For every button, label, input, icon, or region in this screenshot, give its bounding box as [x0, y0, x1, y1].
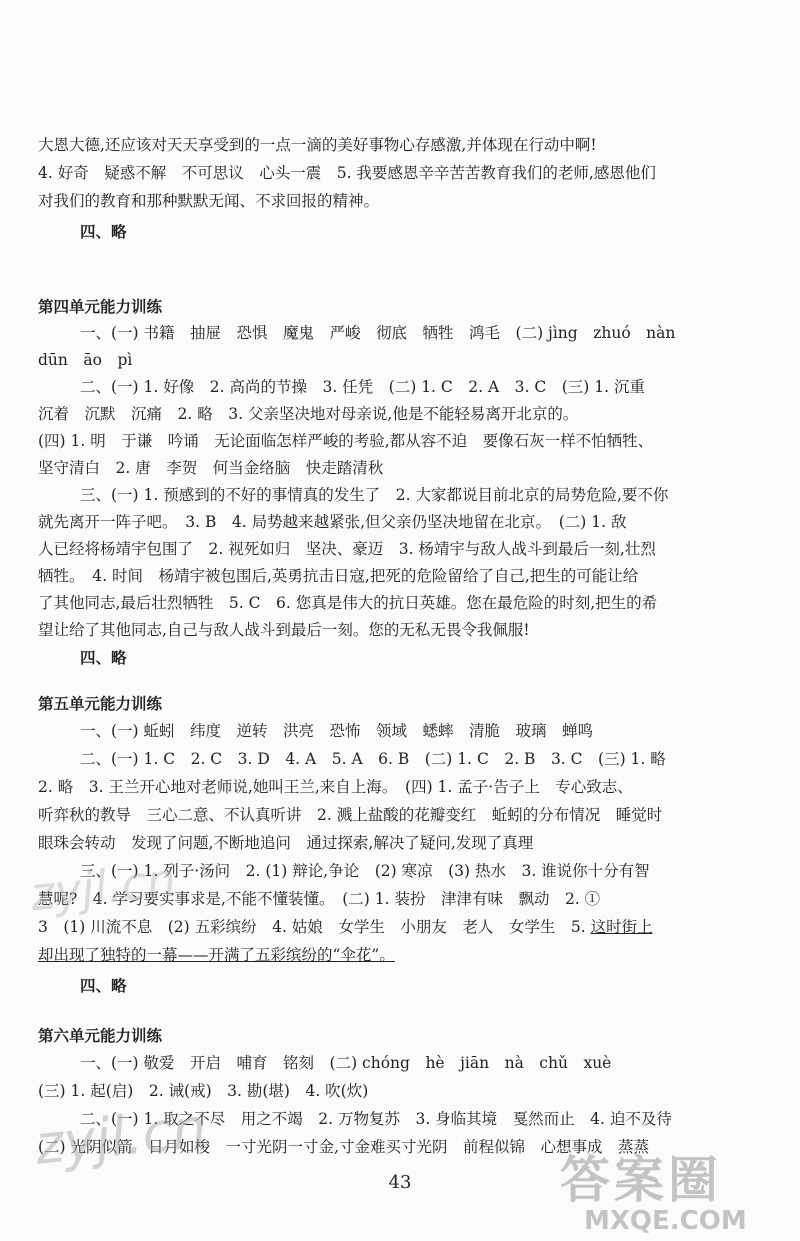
text-line: 一、(一) 蚯蚓 纬度 逆转 洪亮 恐怖 领域 蟋蟀 清脆 玻璃 蝉鸣 [80, 722, 594, 740]
unit-title: 第六单元能力训练 [38, 1026, 163, 1045]
watermark-stamp [560, 1140, 780, 1236]
text-line: 听弈秋的教导 三心二意、不认真听讲 2. 溅上盐酸的花瓣变红 蚯蚓的分布情况 睡觉时 [38, 806, 663, 824]
watermark-logo: zyjl.cn [32, 1096, 210, 1177]
text-line: 沉着 沉默 沉痛 2. 略 3. 父亲坚决地对母亲说,他是不能轻易离开北京的。 [38, 405, 579, 423]
text-line: (四) 1. 明 于谦 吟诵 无论面临怎样严峻的考验,都从容不迫 要像石灰一样不怕牺牲、 [38, 432, 654, 450]
text-line: 二、(一) 1. 好像 2. 高尚的节操 3. 任凭 (二) 1. C 2. A 3. C (三) 1. 沉重 [80, 378, 645, 396]
text-line: 就先离开一阵子吧。 3. B 4. 局势越来越紧张,但父亲仍坚决地留在北京。 (二) 1. 敌 [38, 513, 627, 531]
text-line [38, 916, 768, 938]
text-line: 二、(一) 1. C 2. C 3. D 4. A 5. A 6. B (二) 1. C 2. B 3. C (三) 1. 略 [80, 750, 666, 768]
text-line: 人已经将杨靖宇包围了 2. 视死如归 坚决、豪迈 3. 杨靖宇与敌人战斗到最后一刻,壮烈 [38, 540, 656, 558]
text-line: 牺牲。 4. 时间 杨靖宇被包围后,英勇抗击日寇,把死的危险留给了自己,把生的可能让给 [38, 567, 639, 585]
text-line: 对我们的教育和那种默默无闻、不求回报的精神。 [38, 192, 380, 210]
text-line [38, 944, 768, 966]
text-line: 一、(一) 书籍 抽屉 恐惧 魔鬼 严峻 彻底 牺牲 鸿毛 (二) jìng zhuó nàn [80, 324, 676, 342]
text-line: (三) 1. 起(启) 2. 诫(戒) 3. 勘(堪) 4. 吹(炊) [38, 1082, 369, 1100]
page-number: 43 [388, 1172, 412, 1193]
text-line: 坚守清白 2. 唐 李贺 何当金络脑 快走踏清秋 [38, 459, 384, 477]
text-line: 一、(一) 敬爱 开启 哺育 铭刻 (二) chóng hè jiān nà chǔ xuè [80, 1054, 612, 1072]
text-line: 了其他同志,最后壮烈牺牲 5. C 6. 您真是伟大的抗日英雄。您在最危险的时刻,把生的希 [38, 594, 658, 612]
text-line: 慧呢? 4. 学习要实事求是,不能不懂装懂。 (二) 1. 装扮 津津有味 飘动 2. ① [38, 890, 601, 908]
watermark-title: 答案圈 [560, 1151, 722, 1209]
text-line: 2. 略 3. 王兰开心地对老师说,她叫王兰,来自上海。 (四) 1. 孟子·告子上 专心致志、 [38, 778, 633, 796]
section-closing: 四、略 [80, 222, 127, 241]
text-segment: 3 (1) 川流不息 (2) 五彩缤纷 4. 姑娘 女学生 小朋友 老人 女学生 5. [38, 918, 591, 936]
watermark-logo: zyjl.cn [27, 852, 179, 922]
unit-title: 第四单元能力训练 [38, 297, 163, 316]
text-line: 眼珠会转动 发现了问题,不断地追问 通过探索,解决了疑问,发现了真理 [38, 834, 534, 852]
section-closing: 四、略 [80, 976, 127, 995]
text-line: 二、(一) 1. 取之不尽 用之不竭 2. 万物复苏 3. 身临其境 戛然而止 4. 迫不及待 [80, 1110, 672, 1128]
unit-title: 第五单元能力训练 [38, 694, 163, 713]
section-closing: 四、略 [80, 648, 127, 667]
text-line: (二) 光阴似箭 日月如梭 一寸光阴一寸金,寸金难买寸光阴 前程似锦 心想事成 蒸蒸 [38, 1138, 649, 1156]
underlined-answer: 这时街上 [590, 918, 653, 936]
text-line: 三、(一) 1. 预感到的不好的事情真的发生了 2. 大家都说目前北京的局势危险,要不你 [80, 486, 669, 504]
text-line: 4. 好奇 疑惑不解 不可思议 心头一震 5. 我要感恩辛辛苦苦教育我们的老师,感恩他们 [38, 164, 656, 182]
text-line: 三、(一) 1. 列子·汤问 2. (1) 辩论,争论 (2) 寒凉 (3) 热水 3. 谁说你十分有智 [80, 862, 650, 880]
underlined-answer: 却出现了独特的一幕——开满了五彩缤纷的“伞花”。 [38, 946, 395, 964]
watermark-url: MXQE.COM [584, 1206, 747, 1236]
text-line: 大恩大德,还应该对天天享受到的一点一滴的美好事物心存感激,并体现在行动中啊! [38, 136, 597, 154]
text-line: 望让给了其他同志,自己与敌人战斗到最后一刻。您的无私无畏令我佩服! [38, 621, 530, 639]
text-line: dūn āo pì [38, 351, 133, 369]
